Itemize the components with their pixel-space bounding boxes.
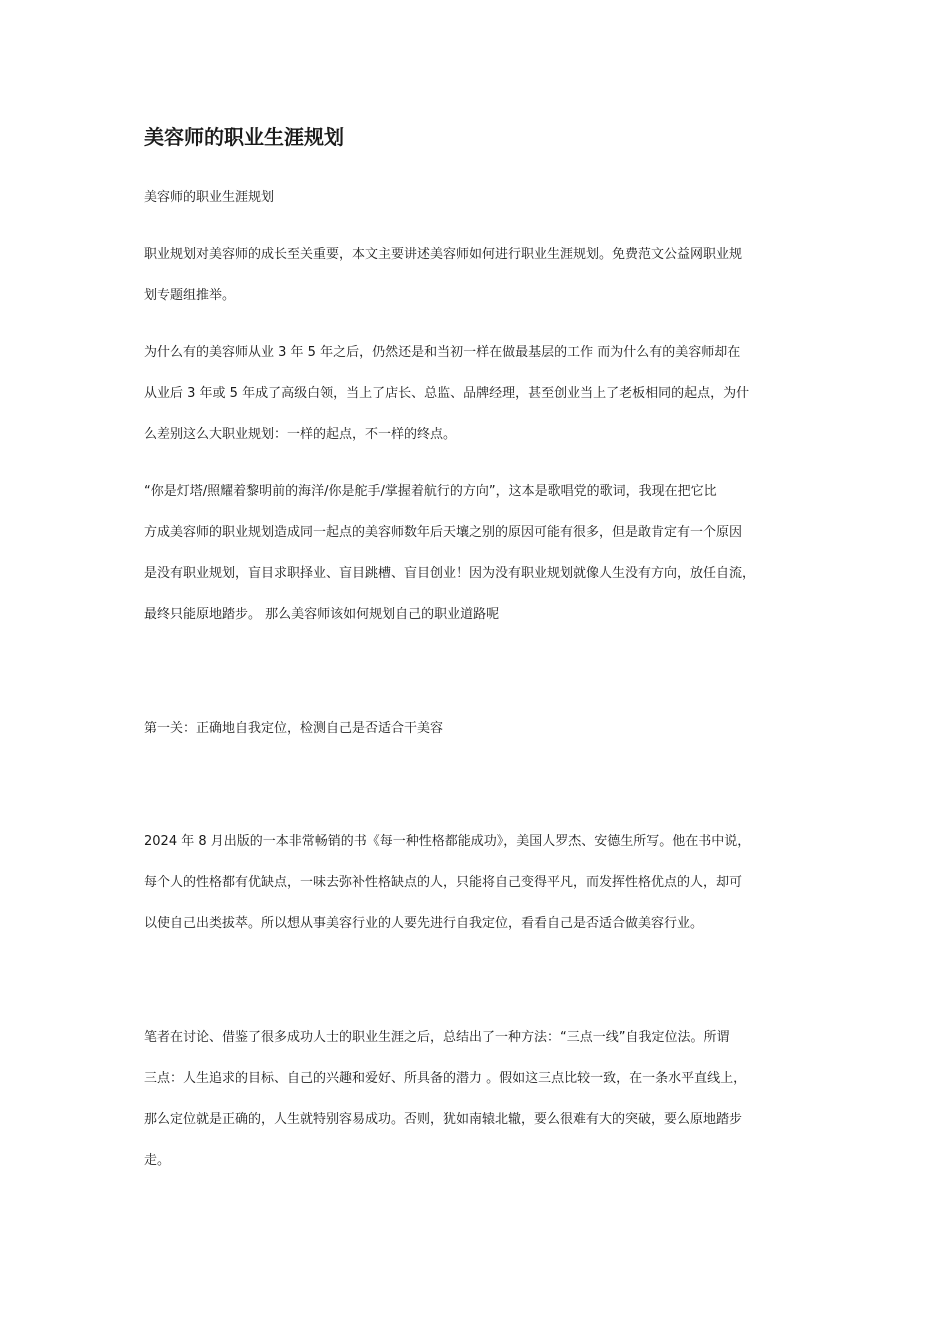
paragraph-line: 划专题组推举。 [144, 288, 236, 303]
paragraph-line: 是没有职业规划，盲目求职择业、盲目跳槽、盲目创业！因为没有职业规划就像人生没有方向，放任自流， [144, 566, 756, 581]
paragraph-line: 从业后 3 年或 5 年成了高级白领，当上了店长、总监、品牌经理，甚至创业当上了老板相同的起点，为什 [144, 386, 750, 401]
paragraph-line: 最终只能原地踏步。 那么美容师该如何规划自己的职业道路呢 [144, 607, 500, 622]
paragraph-intro [144, 234, 812, 316]
paragraph-line: 每个人的性格都有优缺点，一味去弥补性格缺点的人，只能将自己变得平凡，而发挥性格优点的人，却可 [144, 875, 743, 890]
paragraph-question [144, 332, 812, 455]
paragraph-line: 2024 年 8 月出版的一本非常畅销的书《每一种性格都能成功》，美国人罗杰、安德生所写。他在书中说， [144, 834, 751, 849]
paragraph-line: “你是灯塔/照耀着黎明前的海洋/你是舵手/掌握着航行的方向”，这本是歌唱党的歌词，我现在把它比 [144, 484, 717, 499]
document-subtitle [144, 177, 812, 218]
paragraph-method [144, 1017, 812, 1181]
paragraph-line: 那么定位就是正确的，人生就特别容易成功。否则，犹如南辕北辙，要么很难有大的突破，要么原地踏步 [144, 1112, 743, 1127]
paragraph-line: 么差别这么大职业规划：一样的起点，不一样的终点。 [144, 427, 457, 442]
paragraph-line: 三点：人生追求的目标、自己的兴趣和爱好、所具备的潜力 。假如这三点比较一致，在一条水平直线上， [144, 1071, 747, 1086]
section-heading-first [144, 708, 812, 749]
paragraph-line: 笔者在讨论、借鉴了很多成功人士的职业生涯之后，总结出了一种方法：“三点一线”自我定位法。所谓 [144, 1030, 730, 1045]
document-title: 美容师的职业生涯规划 [144, 125, 344, 149]
paragraph-line: 职业规划对美容师的成长至关重要，本文主要讲述美容师如何进行职业生涯规划。免费范文公益网职业规 [144, 247, 743, 262]
paragraph-lighthouse [144, 471, 812, 635]
paragraph-book [144, 821, 812, 944]
paragraph-line: 为什么有的美容师从业 3 年 5 年之后，仍然还是和当初一样在做最基层的工作 而为什么有的美容师却在 [144, 345, 741, 360]
paragraph-line: 方成美容师的职业规划造成同一起点的美容师数年后天壤之别的原因可能有很多，但是敢肯定有一个原因 [144, 525, 743, 540]
paragraph-line: 以使自己出类拔萃。所以想从事美容行业的人要先进行自我定位，看看自己是否适合做美容行业。 [144, 916, 704, 931]
paragraph-line: 美容师的职业生涯规划 [144, 190, 275, 205]
paragraph-line: 走。 [144, 1153, 171, 1168]
paragraph-line: 第一关：正确地自我定位，检测自己是否适合干美容 [144, 721, 444, 736]
